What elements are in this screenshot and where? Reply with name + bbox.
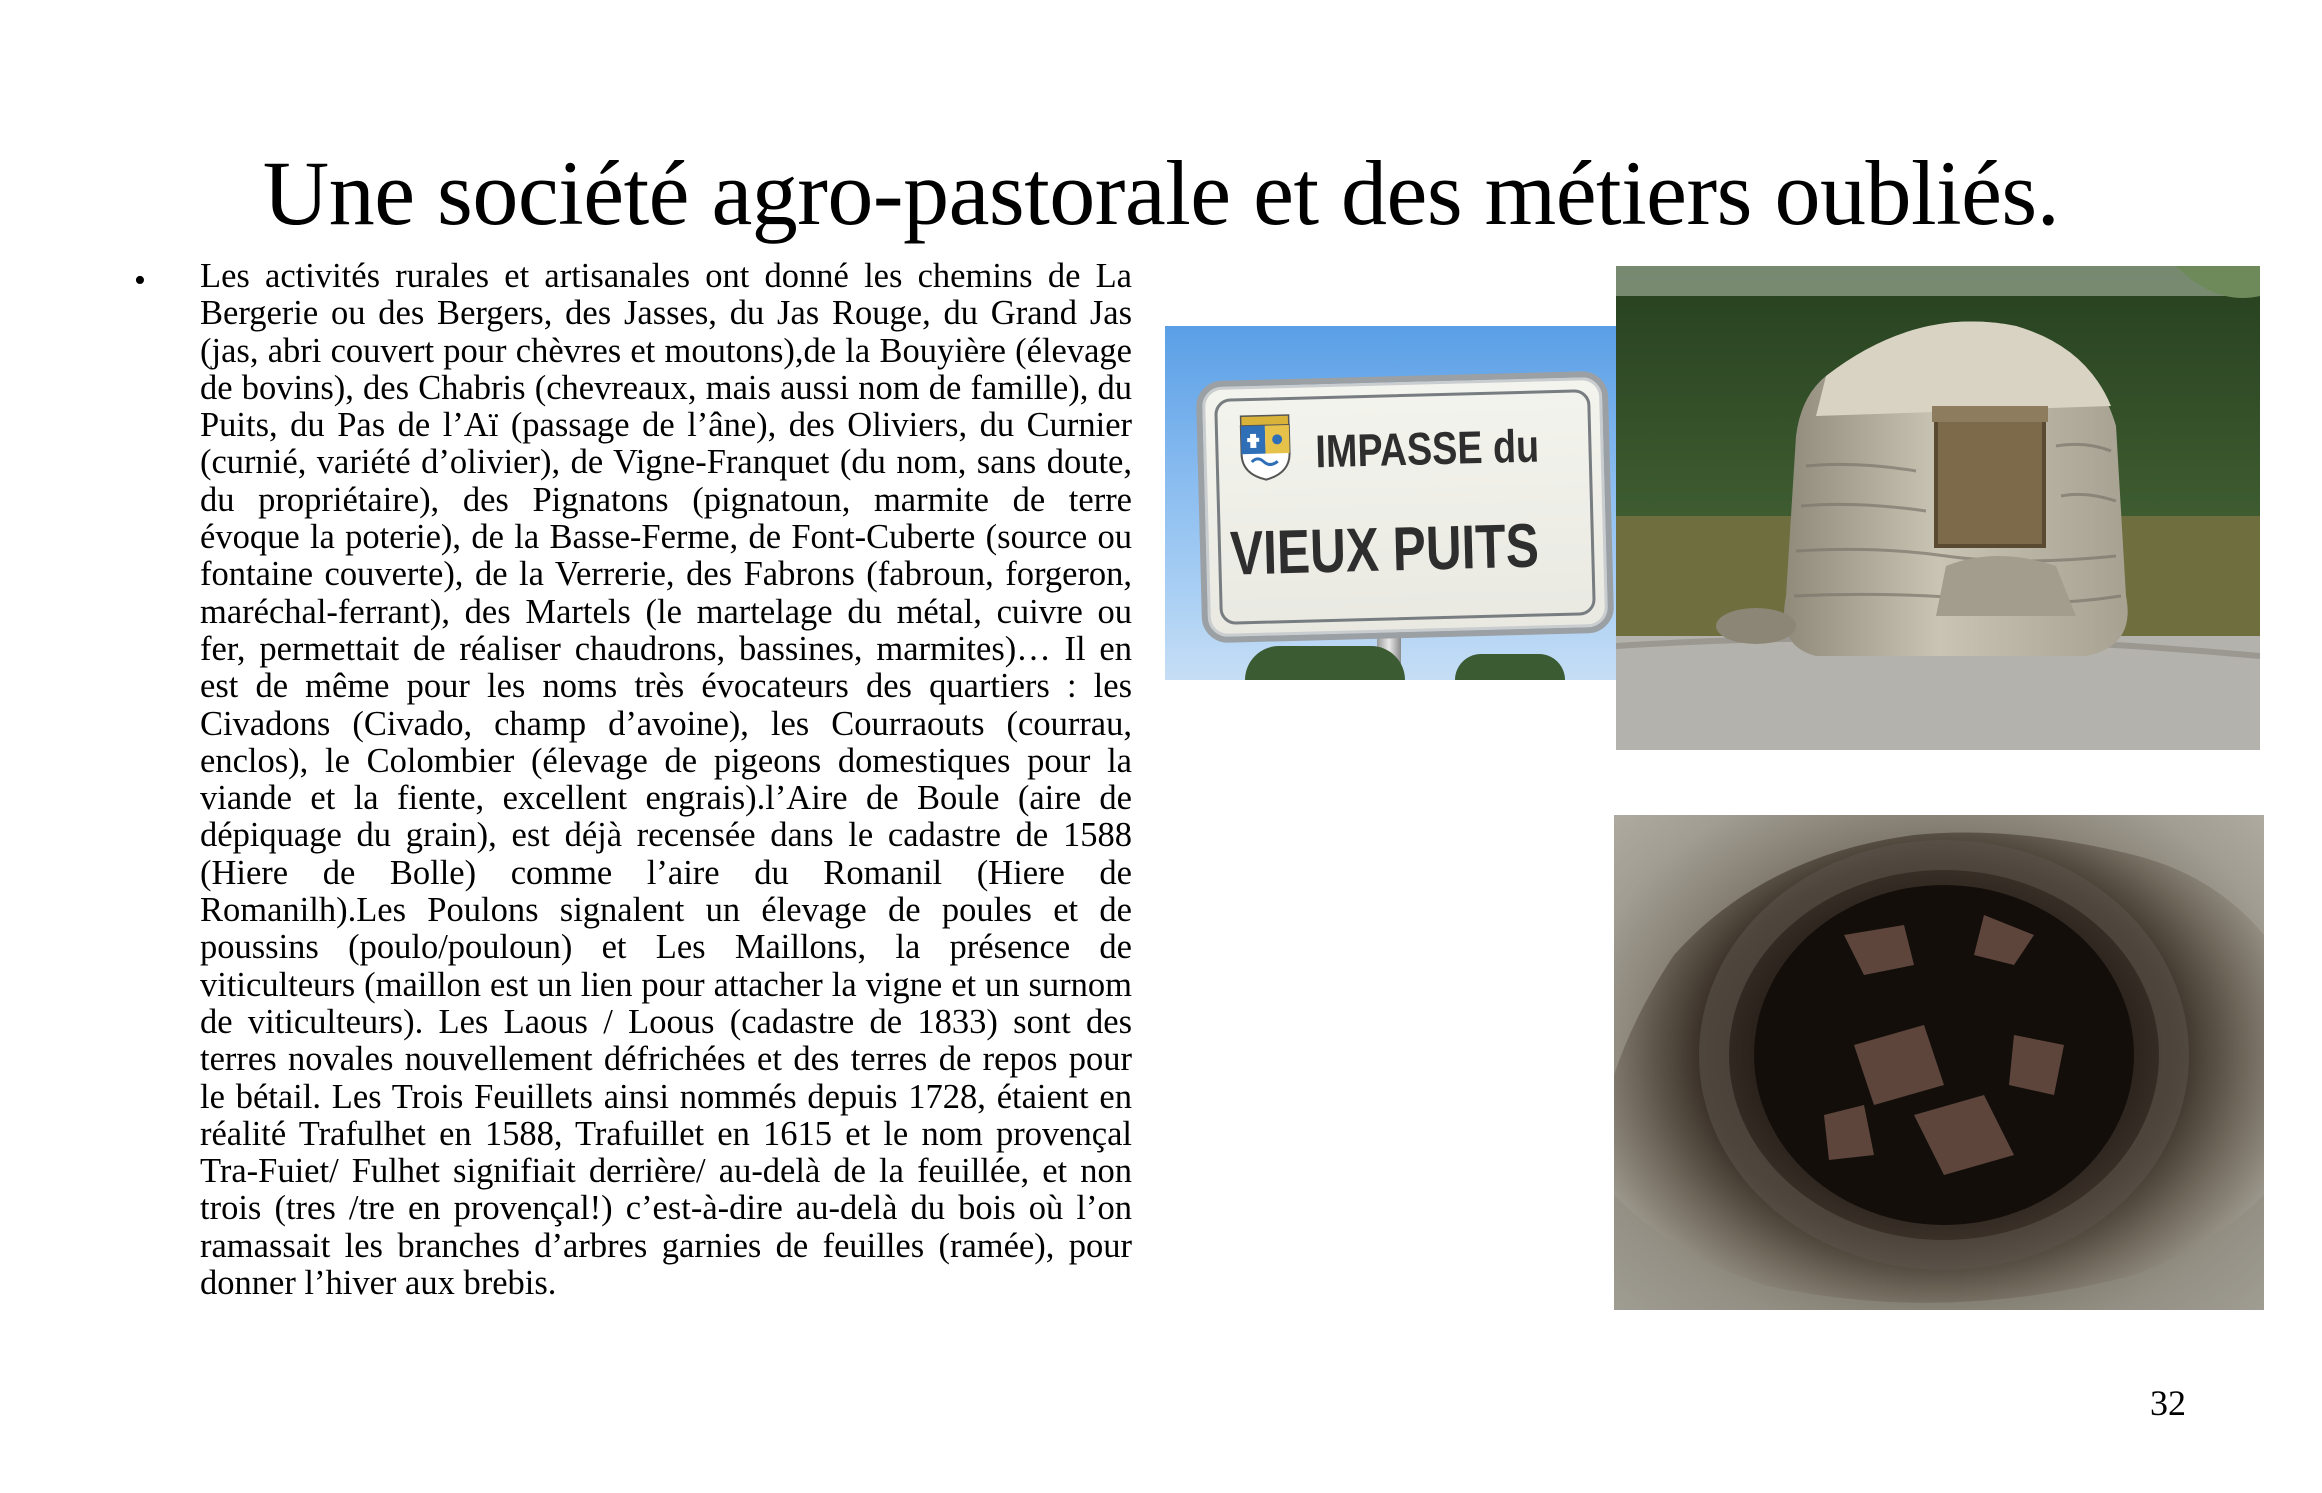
bullet-marker: • bbox=[134, 262, 146, 299]
slide-title: Une société agro-pastorale et des métiers oubliés. bbox=[262, 142, 2060, 244]
street-sign bbox=[1196, 371, 1615, 644]
well-interior-photo bbox=[1614, 815, 2264, 1310]
page-number: 32 bbox=[2150, 1383, 2186, 1423]
street-sign-photo bbox=[1165, 326, 1637, 680]
coat-of-arms-icon bbox=[1237, 413, 1295, 482]
sign-line-1: IMPASSE du bbox=[1314, 419, 1540, 478]
body-paragraph: Les activités rurales et artisanales ont donné les chemins de La Bergerie ou des Bergers, des Jasses, du Jas Rouge, du Grand Jas (jas, abri couvert pour chèvres et moutons),de la Bouyière (élevage de bovins), des Chabris (chevreaux, mais aussi nom de famille), du Puits, du Pas de l’Aï (passage de l’âne), des Oliviers, du Curnier (curnié, variété d’olivier), de Vigne-Franquet (du nom, sans doute, du propriétaire), des Pignatons (pignatoun, marmite de terre évoque la poterie), de la Basse-Ferme, de Font-Cuberte (source ou fontaine couverte), de la Verrerie, des Fabrons (fabroun, forgeron, maréchal-ferrant), des Martels (le martelage du métal, cuivre ou fer, permettait de réaliser chaudrons, bassines, marmites)… Il en est de même pour les noms très évocateurs des quartiers : les Civadons (Civado, champ d’avoine), les Courraouts (courrau, enclos), le Colombier (élevage de pigeons domestiques pour la viande et la fiente, excellent engrais).l’Aire de Boule (aire de dépiquage du grain), est déjà recensée dans le cadastre de 1588 (Hiere de Bolle) comme l’aire du Romanil (Hiere de Romanilh).Les Poulons signalent un élevage de poules et de poussins (poulo/pouloun) et Les Maillons, la présence de viticulteurs (maillon est un lien pour attacher la vigne et un surnom de viticulteurs). Les Laous / Loous (cadastre de 1833) sont des terres novales nouvellement défrichées et des terres de repos pour le bétail. Les Trois Feuillets ainsi nommés depuis 1728, étaient en réalité Trafulhet en 1588, Trafuillet en 1615 et le nom provençal Tra-Fuiet/ Fulhet signifiait derrière/ au-delà de la feuillée, et non trois (tres /tre en provençal!) c’est-à-dire au-delà du bois où l’on ramassait les branches d’arbres garnies de feuilles (ramée), pour donner l’hiver aux brebis. bbox=[200, 257, 1132, 1303]
sign-line-2: VIEUX PUITS bbox=[1229, 511, 1540, 589]
well-shaft-illustration bbox=[1614, 815, 2264, 1310]
stone-well-illustration bbox=[1616, 266, 2260, 750]
old-well-photo bbox=[1616, 266, 2260, 750]
